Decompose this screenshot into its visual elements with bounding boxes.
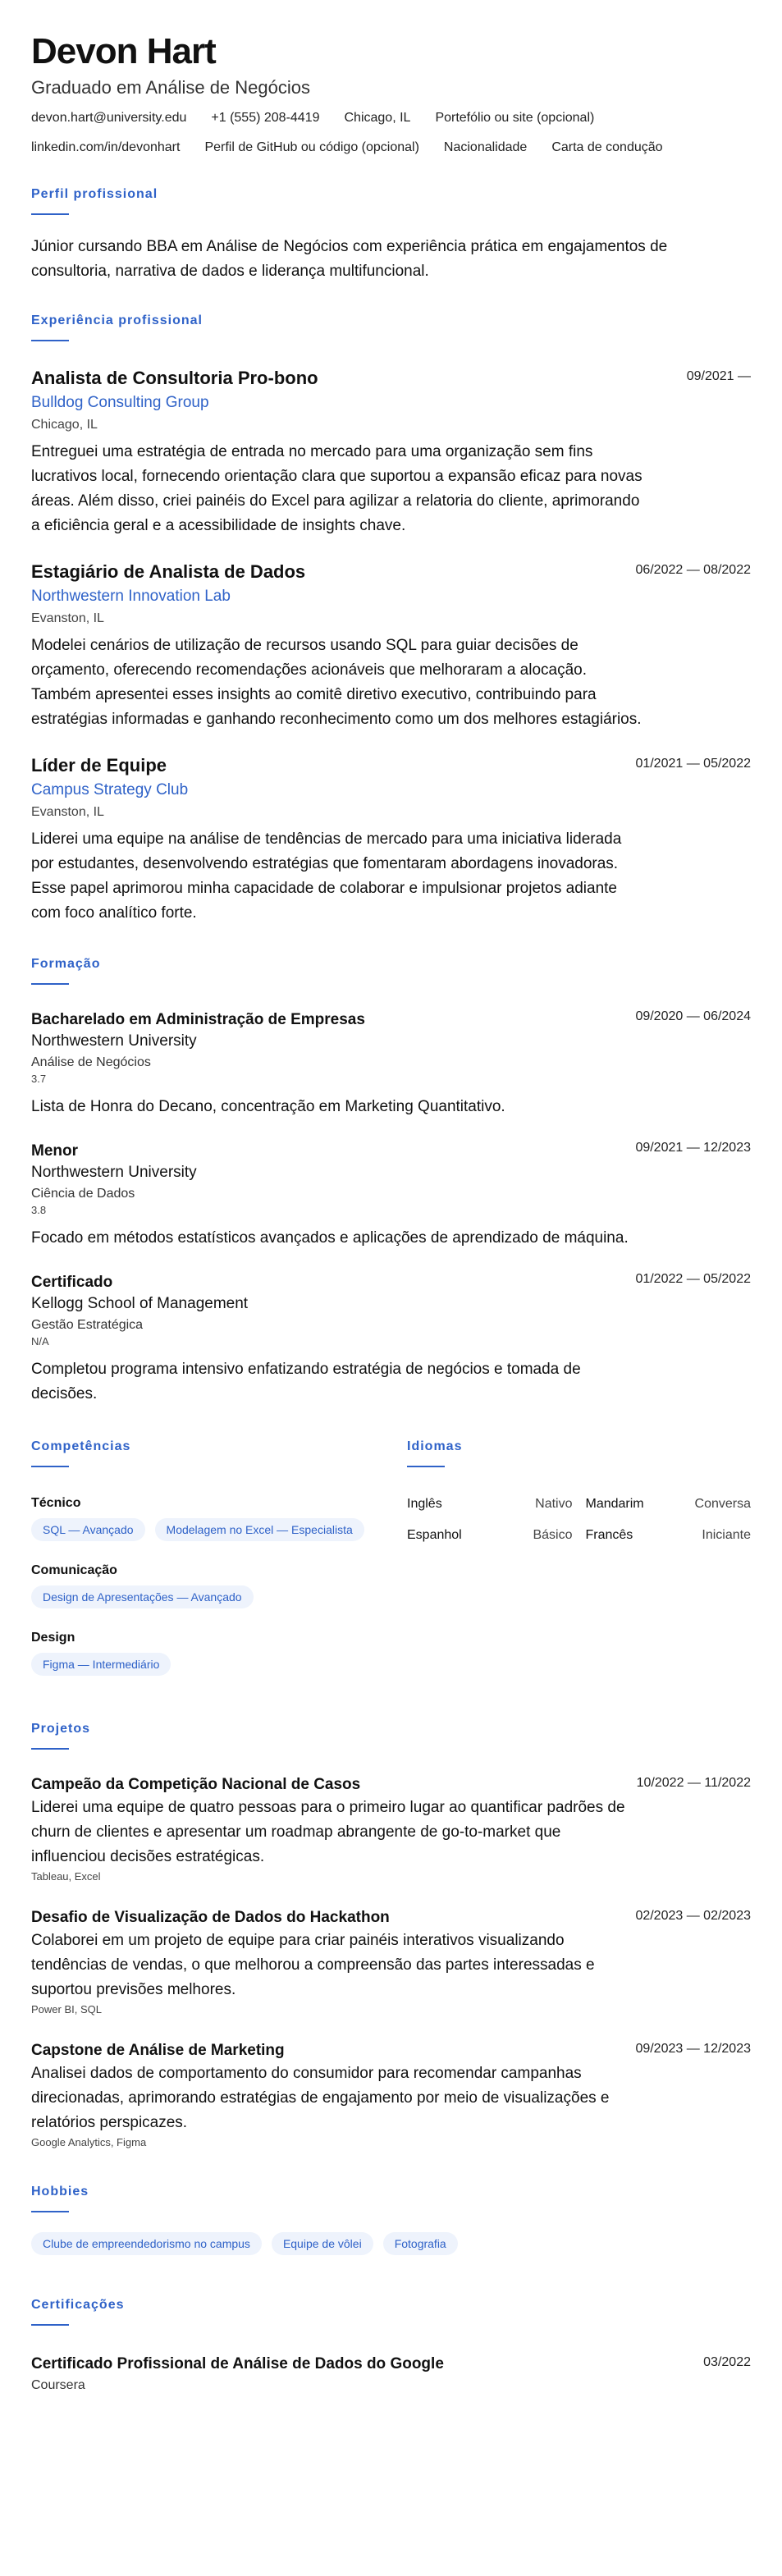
education-school: Kellogg School of Management [31,1295,249,1312]
language-name: Francês [585,1528,633,1542]
contact-phone[interactable]: +1 (555) 208-4419 [211,111,320,125]
job-description: Liderei uma equipe na análise de tendências de mercado para uma iniciativa liderada por estudantes, desenvolvendo estratégias que fomentaram abordagens inovadoras. Esse papel aprimorou minha capacidade de colaborar e impulsionar projetos adiante com foco analítico forte. [31,830,622,922]
job-company: Bulldog Consulting Group [31,394,209,411]
section-divider [31,213,69,215]
job-company: Campus Strategy Club [31,781,189,798]
skill-chip: Modelagem no Excel — Especialista [155,1518,364,1541]
education-section [31,957,751,1407]
project-entry [31,1774,751,1884]
section-divider [407,1466,445,1467]
hobbies-section [31,2185,751,2262]
contact-nationality: Nacionalidade [443,140,528,154]
projects-section [31,1722,751,2150]
language-level: Iniciante [702,1528,751,1542]
section-title-education: Formação [31,957,101,971]
language-level: Conversa [694,1497,751,1511]
section-divider [31,340,69,341]
project-dates: 09/2023 — 12/2023 [635,2042,751,2056]
project-entry [31,1907,751,2017]
skill-group-name: Comunicação [31,1563,117,1577]
language-name: Mandarim [585,1497,644,1511]
project-name: Capstone de Análise de Marketing [31,2042,285,2059]
section-title-certifications: Certificações [31,2298,125,2312]
section-divider [31,2211,69,2212]
skill-chip: Figma — Intermediário [31,1653,171,1676]
education-field: Gestão Estratégica [31,1318,144,1332]
job-entry [31,560,751,732]
contact-location: Chicago, IL [344,111,411,125]
education-field: Ciência de Dados [31,1187,135,1201]
job-list [31,366,751,926]
skill-chip-list [31,1585,407,1615]
certification-date: 03/2022 [703,2355,751,2369]
language-level: Básico [533,1528,573,1542]
education-degree: Menor [31,1142,78,1160]
job-title: Estagiário de Analista de Dados [31,561,306,582]
section-divider [31,983,69,985]
section-divider [31,2324,69,2326]
job-location: Evanston, IL [31,805,104,819]
contact-list [31,110,753,169]
project-description: Colaborei em um projeto de equipe para criar painéis interativos visualizando tendências de vendas, o que melhorou a compreensão das partes interessadas e suportou previsões melhores. [31,1932,595,1998]
skill-chip: Design de Apresentações — Avançado [31,1585,254,1608]
section-title-languages: Idiomas [407,1439,463,1453]
education-field: Análise de Negócios [31,1055,151,1069]
education-degree: Bacharelado em Administração de Empresas [31,1011,365,1028]
section-title-projects: Projetos [31,1722,91,1736]
skills-languages-row [31,1439,751,1682]
job-dates: 09/2021 — [686,369,751,383]
contact-email[interactable]: devon.hart@university.edu [31,111,187,125]
profile-summary: Júnior cursando BBA em Análise de Negócios com experiência prática em engajamentos de consultoria, narrativa de dados e liderança multifuncional. [31,238,668,280]
section-divider [31,1466,69,1467]
section-title-hobbies: Hobbies [31,2185,89,2199]
job-company: Northwestern Innovation Lab [31,588,231,605]
resume-header [31,30,751,169]
language-item [586,1495,752,1513]
education-entry [31,1141,751,1251]
project-dates: 10/2022 — 11/2022 [636,1776,751,1790]
candidate-title: Graduado em Análise de Negócios [31,77,310,98]
education-gpa: 3.8 [31,1204,47,1216]
job-entry [31,753,751,926]
section-divider [31,1748,69,1750]
skill-group-name: Design [31,1631,75,1645]
section-title-skills: Competências [31,1439,131,1453]
project-tech: Google Analytics, Figma [31,2136,147,2148]
project-dates: 02/2023 — 02/2023 [635,1909,751,1923]
skill-chip-list [31,1653,407,1682]
hobby-chip: Equipe de vôlei [272,2232,373,2255]
certification-issuer: Coursera [31,2378,85,2392]
education-dates: 09/2021 — 12/2023 [635,1141,751,1155]
education-school: Northwestern University [31,1032,197,1050]
section-title-profile: Perfil profissional [31,187,158,201]
languages-section [407,1439,751,1682]
certification-entry [31,2354,751,2395]
education-entry [31,1272,751,1407]
project-name: Desafio de Visualização de Dados do Hackathon [31,1909,390,1926]
job-dates: 01/2021 — 05/2022 [635,757,751,771]
education-list [31,1009,751,1407]
education-note: Completou programa intensivo enfatizando estratégia de negócios e tomada de decisões. [31,1361,581,1402]
education-degree: Certificado [31,1274,113,1291]
contact-linkedin[interactable]: linkedin.com/in/devonhart [31,140,181,154]
job-description: Entreguei uma estratégia de entrada no mercado para uma organização sem fins lucrativos local, fornecendo orientação clara que suportou a expansão eficaz para novas áreas. Além disso, criei painéis do Excel para agilizar a relatoria do cliente, aprimorando a eficiência geral e a acessibilidade de insights chave. [31,443,643,534]
experience-section [31,313,751,926]
project-tech: Tableau, Excel [31,1870,101,1883]
contact-github[interactable]: Perfil de GitHub ou código (opcional) [204,140,419,154]
education-dates: 09/2020 — 06/2024 [635,1009,751,1023]
skill-chip: SQL — Avançado [31,1518,145,1541]
education-school: Northwestern University [31,1164,197,1181]
contact-portfolio[interactable]: Portefólio ou site (opcional) [435,111,595,125]
job-location: Chicago, IL [31,418,98,432]
hobby-chip: Fotografia [383,2232,458,2255]
language-list [407,1495,751,1544]
education-note: Lista de Honra do Decano, concentração em Marketing Quantitativo. [31,1098,505,1115]
project-list [31,1774,751,2150]
project-entry [31,2040,751,2150]
language-item [407,1495,573,1513]
hobby-chip-list [31,2232,751,2262]
language-name: Espanhol [407,1528,462,1542]
certification-name: Certificado Profissional de Análise de Dados do Google [31,2355,444,2372]
education-entry [31,1009,751,1119]
skill-group-name: Técnico [31,1496,81,1510]
education-dates: 01/2022 — 05/2022 [635,1272,751,1286]
profile-section [31,187,751,284]
job-dates: 06/2022 — 08/2022 [635,563,751,577]
skill-chip-list [31,1518,407,1548]
skills-section [31,1439,407,1682]
section-title-experience: Experiência profissional [31,313,203,327]
project-name: Campeão da Competição Nacional de Casos [31,1776,361,1793]
language-level: Nativo [535,1497,573,1511]
language-item [407,1526,573,1544]
candidate-name: Devon Hart [31,31,216,71]
education-gpa: N/A [31,1335,49,1347]
job-entry [31,366,751,538]
job-title: Analista de Consultoria Pro-bono [31,368,318,388]
education-note: Focado em métodos estatísticos avançados e aplicações de aprendizado de máquina. [31,1229,629,1247]
hobby-chip: Clube de empreendedorismo no campus [31,2232,262,2255]
job-location: Evanston, IL [31,611,104,625]
job-title: Líder de Equipe [31,755,167,776]
project-tech: Power BI, SQL [31,2003,102,2016]
project-description: Liderei uma equipe de quatro pessoas para o primeiro lugar ao quantificar padrões de churn de clientes e apresentar um roadmap abrangente de go-to-market que influenciou decisões estratégicas. [31,1799,625,1865]
language-name: Inglês [407,1497,442,1511]
certifications-section [31,2298,751,2395]
project-description: Analisei dados de comportamento do consumidor para recomendar campanhas direcionadas, aprimorando estratégias de engajamento por meio de visualizações e relatórios perspicazes. [31,2065,610,2131]
contact-driving-license: Carta de condução [551,140,663,154]
language-item [586,1526,752,1544]
education-gpa: 3.7 [31,1073,47,1085]
job-description: Modelei cenários de utilização de recursos usando SQL para guiar decisões de orçamento, oferecendo recomendações acionáveis que melhoraram a alocação. Também apresentei esses insights ao comitê diretivo executivo, contribuindo para estratégias informadas e ganhando reconhecimento como um dos melhores estagiários. [31,637,642,728]
